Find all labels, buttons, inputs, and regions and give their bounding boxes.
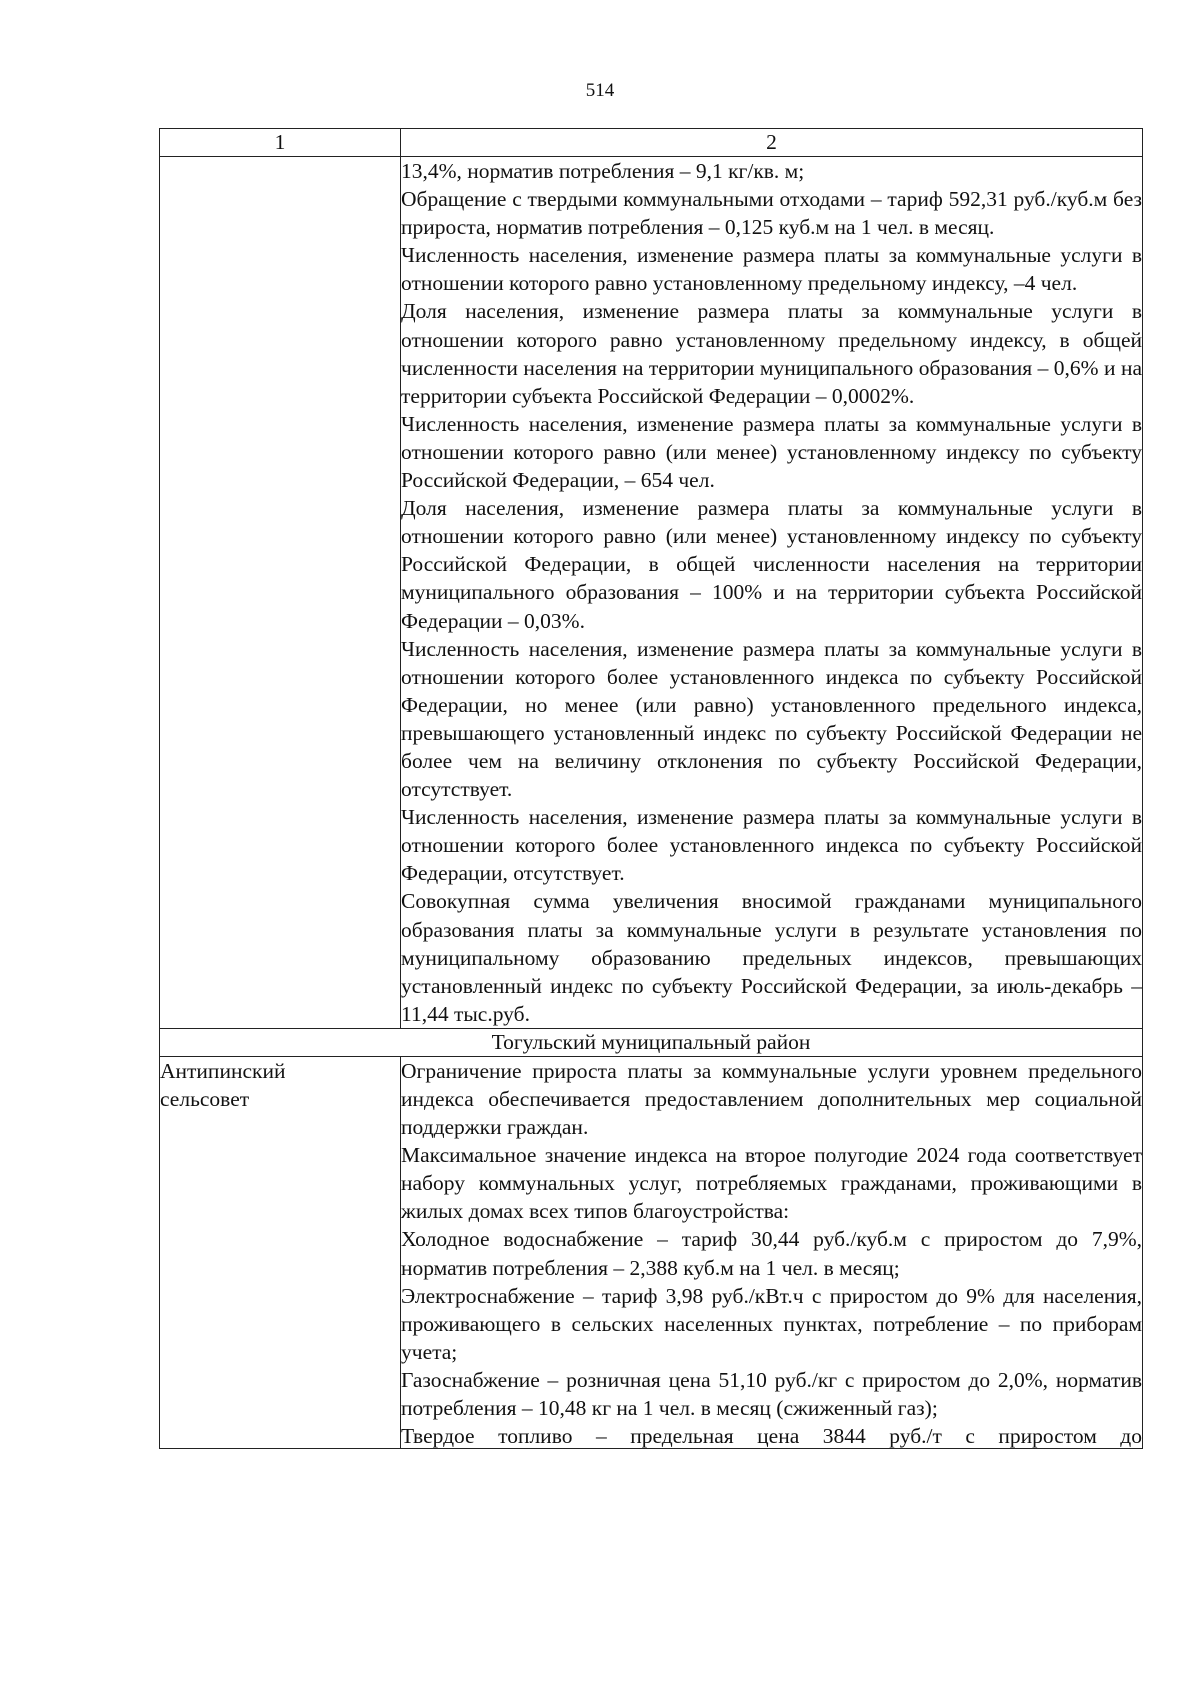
paragraph: Численность населения, изменение размера платы за коммунальные услуги в отношении которого более установленного индекса по субъекту Российской Федерации, но менее (или равно) установленного предельного индекса, превышающего установленный индекс по субъекту Российской Федерации не более чем на величину отклонения по субъекту Российской Федерации, отсутствует. (401, 636, 1142, 802)
column-header-2: 2 (401, 129, 1143, 157)
entity-name-line: сельсовет (160, 1087, 250, 1111)
paragraph: 13,4%, норматив потребления – 9,1 кг/кв. м; (401, 159, 805, 183)
table-section-row (160, 1028, 1143, 1056)
table-header-row (160, 129, 1143, 157)
paragraph: Электроснабжение – тариф 3,98 руб./кВт.ч с приростом до 9% для населения, проживающего в сельских населенных пунктах, потребление – по приборам учета; (401, 1283, 1142, 1364)
paragraph: Ограничение прироста платы за коммунальные услуги уровнем предельного индекса обеспечивается предоставлением дополнительных мер социальной поддержки граждан. (401, 1058, 1142, 1140)
paragraph: Численность населения, изменение размера платы за коммунальные услуги в отношении которого равно (или менее) установленному индексу по субъекту Российской Федерации, – 654 чел. (401, 411, 1142, 493)
paragraph: Численность населения, изменение размера платы за коммунальные услуги в отношении которого более установленного индекса по субъекту Российской Федерации, отсутствует. (401, 805, 1142, 886)
column-header-1: 1 (160, 129, 401, 157)
paragraph: Холодное водоснабжение – тариф 30,44 руб./куб.м с приростом до 7,9%, норматив потребления – 2,388 куб.м на 1 чел. в месяц; (401, 1227, 1142, 1280)
paragraph: Совокупная сумма увеличения вносимой гражданами муниципального образования платы за коммунальные услуги в результате установления по муниципальному образованию предельных индексов, превышающих установленный индекс по субъекту Российской Федерации, за июль-декабрь – 11,44 тыс.руб. (401, 889, 1142, 1026)
entity-name-cell (160, 1056, 401, 1448)
paragraph: Газоснабжение – розничная цена 51,10 руб./кг с приростом до 2,0%, норматив потребления – 10,48 кг на 1 чел. в месяц (сжиженный газ); (401, 1367, 1142, 1421)
data-table (159, 128, 1143, 1449)
page-number: 514 (585, 80, 615, 101)
table-row-entity (160, 1056, 1143, 1448)
paragraph: Обращение с твердыми коммунальными отходами – тариф 592,31 руб./куб.м без прироста, норматив потребления – 0,125 куб.м на 1 чел. в месяц. (401, 187, 1142, 240)
paragraph: Доля населения, изменение размера платы за коммунальные услуги в отношении которого равно установленному предельному индексу, в общей численности населения на территории муниципального образования – 0,6% и на территории субъекта Российской Федерации – 0,0002%. (401, 299, 1142, 408)
entity-name-cell-empty (160, 157, 401, 1029)
description-cell (401, 157, 1143, 1029)
section-title: Тогульский муниципальный район (160, 1028, 1143, 1056)
table-row-continuation (160, 157, 1143, 1029)
entity-name-line: Антипинский (160, 1058, 286, 1083)
paragraph: Численность населения, изменение размера платы за коммунальные услуги в отношении которого равно установленному предельному индексу, –4 чел. (401, 243, 1142, 296)
paragraph: Доля населения, изменение размера платы за коммунальные услуги в отношении которого равно (или менее) установленному индексу по субъекту Российской Федерации, в общей численности населения на территории муниципального образования – 100% и на территории субъекта Российской Федерации – 0,03%. (401, 496, 1142, 633)
paragraph-cut-off: Твердое топливо – предельная цена 3844 руб./т с приростом до (401, 1424, 1142, 1449)
description-cell (401, 1056, 1143, 1448)
paragraph: Максимальное значение индекса на второе полугодие 2024 года соответствует набору коммунальных услуг, потребляемых гражданами, проживающими в жилых домах всех типов благоустройства: (401, 1143, 1142, 1224)
